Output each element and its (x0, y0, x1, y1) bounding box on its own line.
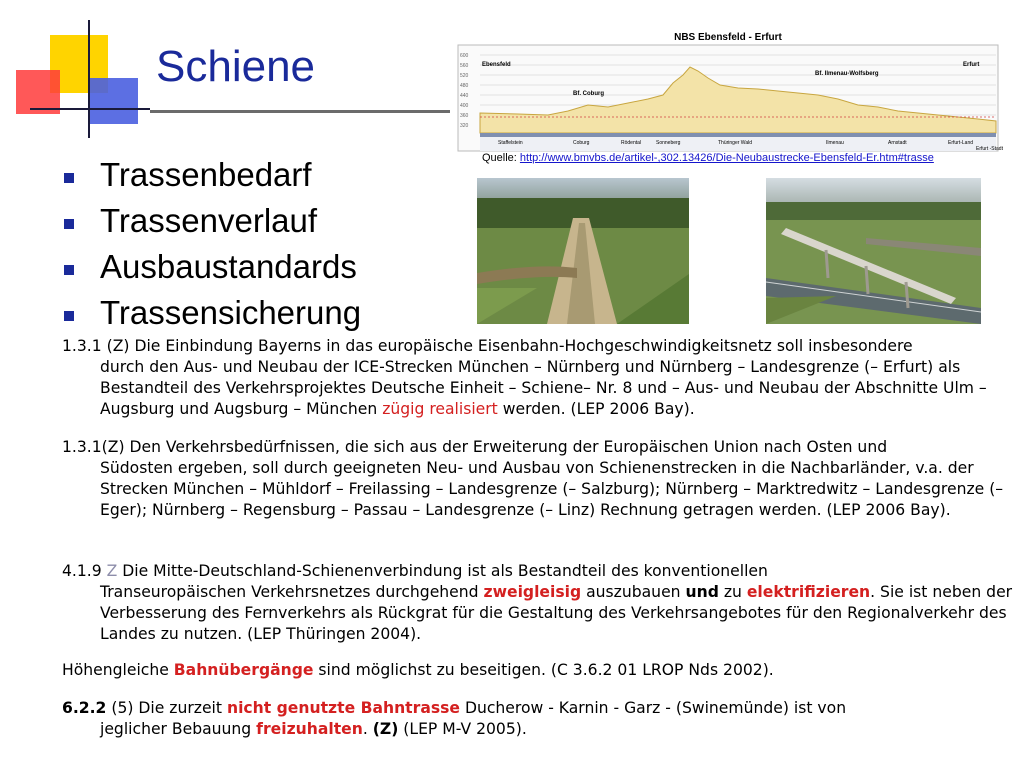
paragraph-lep-bayern-2: 1.3.1(Z) Den Verkehrsbedürfnissen, die sich aus der Erweiterung der Europäischen Union nach Osten und Südosten ergeben, soll durch geeigneten Neu- und Ausbau von Schienenstrecken in die Nachbarländer, v.a. der Strecken München – Mühldorf – Freilassing – Landesgrenze (– Salzburg); Nürnberg – Marktredwitz – Landesgrenze (– Eger); Nürnberg – Regensburg – Passau – Landesgrenze (– Linz) Rechnung getragen werden. (LEP 2006 Bay). (62, 438, 1004, 519)
bullet-item: Ausbaustandards (64, 244, 361, 290)
bullet-item: Trassensicherung (64, 290, 361, 336)
logo-horizontal-line (30, 108, 150, 110)
svg-text:Erfurt-Land: Erfurt-Land (948, 140, 974, 146)
bullet-item: Trassenverlauf (64, 198, 361, 244)
title-underline (150, 110, 450, 113)
slide-title: Schiene (156, 42, 316, 91)
bullet-icon (64, 173, 74, 183)
svg-text:400: 400 (460, 103, 469, 109)
svg-text:Erfurt -Stadt: Erfurt -Stadt (976, 146, 1003, 152)
svg-text:Coburg: Coburg (573, 140, 590, 146)
bullet-list (64, 152, 361, 336)
svg-text:Staffelstein: Staffelstein (498, 140, 523, 146)
svg-text:320: 320 (460, 123, 469, 129)
paragraph-lep-thueringen: 4.1.9 Z Die Mitte-Deutschland-Schienenverbindung ist als Bestandteil des konventionellen Transeuropäischen Verkehrsnetzes durchgehend zweigleisig auszubauen und zu elektrifizieren. Sie ist neben der Verbesserung des Fernverkehrs als Rückgrat für die Gestaltung des Verkehrsangebotes für den Regionalverkehr des Landes zu nutzen. (LEP Thüringen 2004). (62, 562, 1013, 643)
svg-text:Bf. Ilmenau-Wolfsberg: Bf. Ilmenau-Wolfsberg (815, 71, 879, 77)
paragraph-lep-mv: 6.2.2 (5) Die zurzeit nicht genutzte Bahntrasse Ducherow - Karnin - Garz - (Swinemünde) ist von jeglicher Bebauung freizuhalten. (Z) (LEP M-V 2005). (62, 699, 847, 738)
paragraph-lep-bayern-1: 1.3.1 (Z) Die Einbindung Bayerns in das europäische Eisenbahn-Hochgeschwindigkeitsnetz soll insbesondere durch den Aus- und Neubau der ICE-Strecken München – Nürnberg und Nürnberg – Landesgrenze (– Erfurt) als Bestandteil des Verkehrsprojektes Deutsche Einheit – Schiene– Nr. 8 und – Aus- und Neubau der Abschnitte Ulm – Augsburg und Augsburg – München zügig realisiert werden. (LEP 2006 Bay). (62, 337, 987, 418)
bullet-icon (64, 219, 74, 229)
aerial-photo-construction (477, 178, 689, 324)
bullet-icon (64, 265, 74, 275)
svg-text:560: 560 (460, 63, 469, 69)
svg-text:Ebensfeld: Ebensfeld (482, 62, 511, 68)
svg-text:Erfurt: Erfurt (963, 62, 980, 68)
profile-graphic (458, 33, 1003, 152)
svg-text:Bf. Coburg: Bf. Coburg (573, 91, 604, 97)
paragraph-lrop-nds: Höhengleiche Bahnübergänge sind möglichst zu beseitigen. (C 3.6.2 01 LROP Nds 2002). (62, 661, 774, 679)
svg-text:Arnstadt: Arnstadt (888, 140, 907, 146)
bullet-item: Trassenbedarf (64, 152, 361, 198)
svg-text:Ilmenau: Ilmenau (826, 140, 844, 146)
elevation-profile-image (458, 32, 1003, 152)
svg-text:Rödental: Rödental (621, 140, 642, 146)
svg-text:440: 440 (460, 93, 469, 99)
logo-vertical-line (88, 20, 90, 138)
bullet-icon (64, 311, 74, 321)
aerial-photo-bridge (766, 178, 981, 324)
svg-text:600: 600 (460, 53, 469, 59)
source-link[interactable]: http://www.bmvbs.de/artikel-,302.13426/Die-Neubaustrecke-Ebensfeld-Er.htm#trasse (519, 152, 934, 164)
svg-text:360: 360 (460, 113, 469, 119)
svg-text:Thüringer Wald: Thüringer Wald (718, 140, 752, 146)
svg-text:480: 480 (460, 83, 469, 89)
svg-text:Sonneberg: Sonneberg (656, 140, 681, 146)
source-citation: Quelle: http://www.bmvbs.de/artikel-,302.13426/Die-Neubaustrecke-Ebensfeld-Er.htm#trasse (482, 152, 934, 164)
logo-blue-square (90, 78, 138, 124)
svg-text:520: 520 (460, 73, 469, 79)
profile-title: NBS Ebensfeld - Erfurt (674, 32, 782, 43)
